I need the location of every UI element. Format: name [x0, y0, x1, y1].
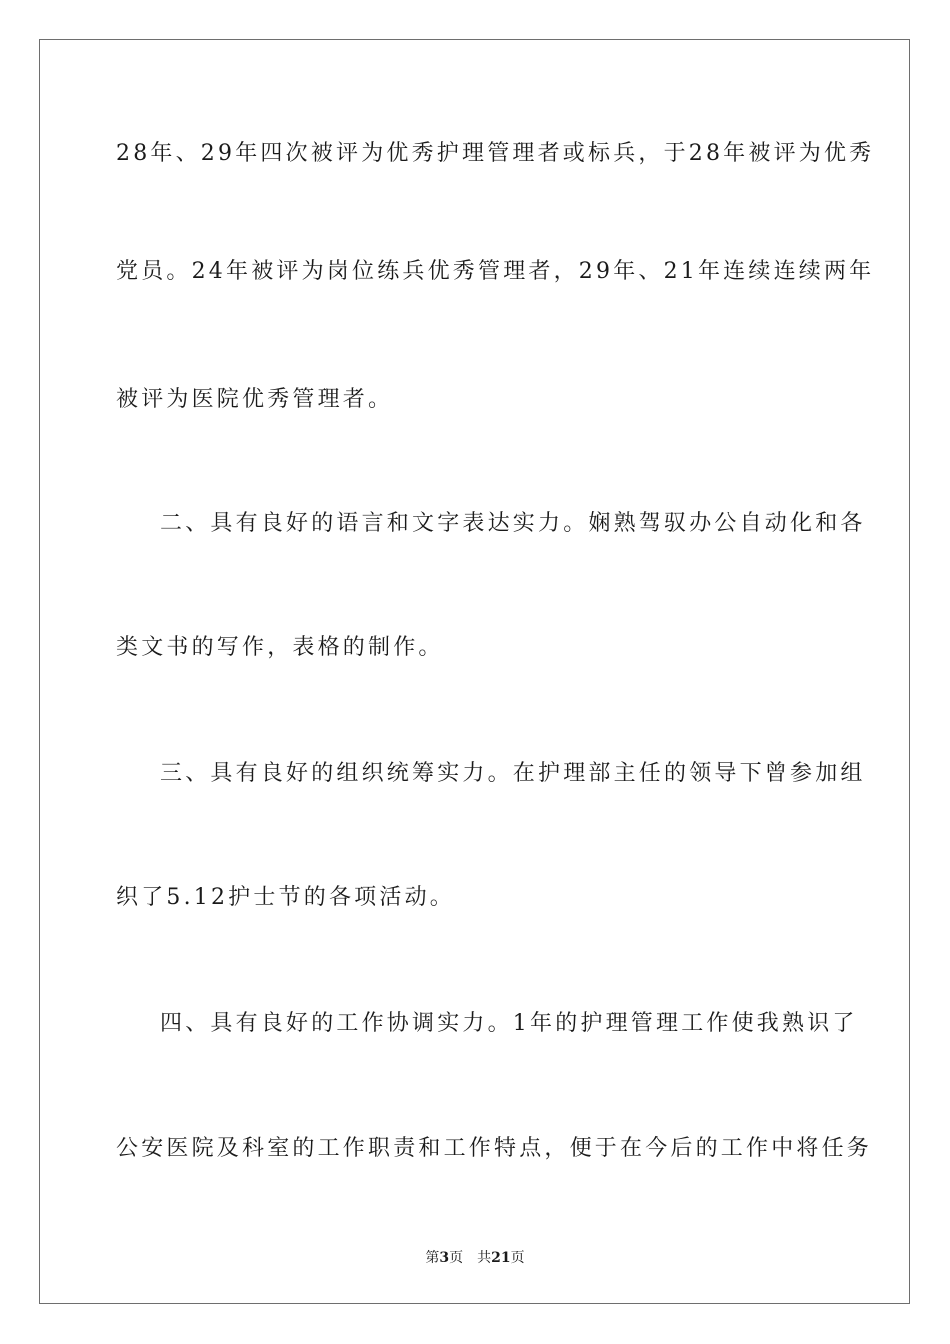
page-footer — [0, 1249, 950, 1267]
paragraph-4-line-1: 四、具有良好的工作协调实力。1年的护理管理工作使我熟识了 — [160, 1011, 858, 1036]
footer-page-number: 3 — [439, 1250, 450, 1266]
paragraph-3-line-2: 织了5.12护士节的各项活动。 — [116, 885, 455, 910]
paragraph-1-line-2: 党员。24年被评为岗位练兵优秀管理者，29年、21年连续连续两年 — [116, 259, 875, 284]
paragraph-3-line-1: 三、具有良好的组织统筹实力。在护理部主任的领导下曾参加组 — [160, 761, 866, 786]
paragraph-2-line-1: 二、具有良好的语言和文字表达实力。娴熟驾驭办公自动化和各 — [160, 511, 866, 536]
paragraph-2-line-2: 类文书的写作，表格的制作。 — [116, 635, 444, 660]
paragraph-1-line-1: 28年、29年四次被评为优秀护理管理者或标兵，于28年被评为优秀 — [116, 141, 875, 166]
footer-page-suffix: 页 — [449, 1250, 464, 1266]
footer-total-suffix: 页 — [510, 1250, 525, 1266]
page-frame — [39, 39, 910, 1304]
footer-page-prefix: 第 — [425, 1250, 440, 1266]
paragraph-4-line-2: 公安医院及科室的工作职责和工作特点，便于在今后的工作中将任务 — [116, 1136, 873, 1161]
paragraph-1-line-3: 被评为医院优秀管理者。 — [116, 387, 394, 412]
footer-total-pages: 21 — [491, 1250, 511, 1266]
footer-total-prefix: 共 — [477, 1250, 492, 1266]
